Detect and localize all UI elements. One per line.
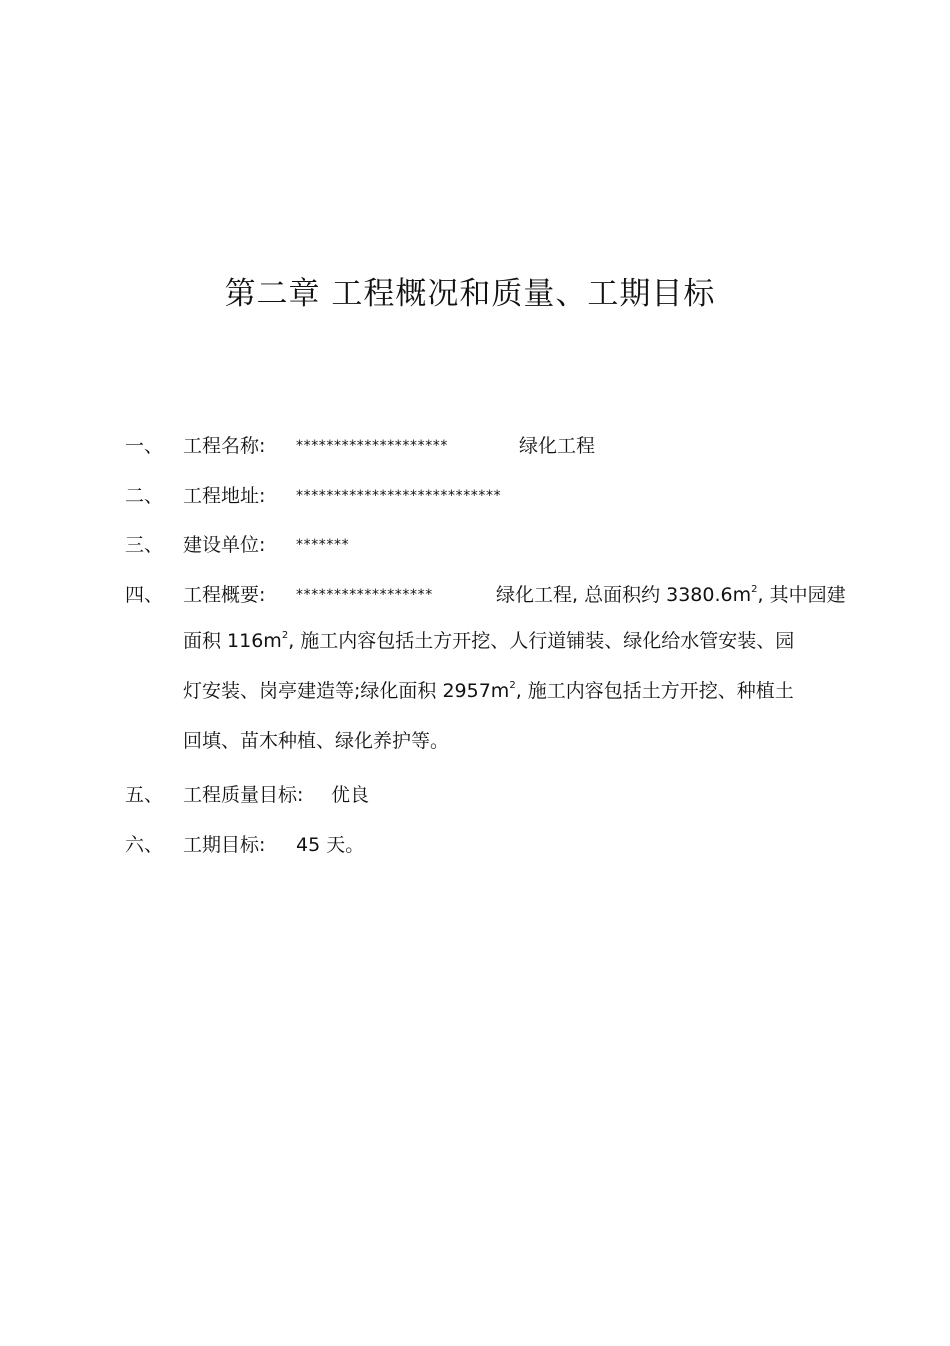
item-label: 工程地址: (183, 485, 266, 507)
summary-line-3 (183, 676, 794, 706)
masked-value: ****************** (296, 587, 433, 603)
summary-text: , 施工内容包括土方开挖、人行道铺装、绿化给水管安装、园 (288, 630, 795, 652)
summary-line-2 (183, 626, 794, 656)
item-label: 工程名称: (183, 435, 266, 457)
item-number: 三、 (125, 534, 164, 556)
item-number: 四、 (125, 584, 164, 606)
item-number: 六、 (125, 834, 164, 856)
masked-value: *************************** (296, 488, 502, 504)
superscript: 2 (509, 680, 516, 691)
page-title: 第二章 工程概况和质量、工期目标 (224, 276, 716, 312)
item-label: 工程质量目标: (183, 784, 304, 806)
item-suffix: 绿化工程 (519, 435, 596, 457)
summary-line-4: 回填、苗木种植、绿化养护等。 (183, 730, 450, 752)
superscript: 2 (281, 630, 289, 641)
item-number: 一、 (125, 435, 164, 457)
masked-value: ******* (296, 537, 350, 553)
summary-text: , 其中园建 (757, 584, 846, 606)
summary-text: , 施工内容包括土方开挖、种植土 (515, 680, 794, 702)
masked-value: ******************** (296, 438, 448, 454)
item-number: 二、 (125, 485, 164, 507)
summary-line-1 (496, 580, 846, 610)
summary-text: 绿化工程, 总面积约 3380.6m (496, 584, 752, 606)
item-number: 五、 (125, 784, 164, 806)
item-label: 建设单位: (183, 534, 266, 556)
item-value: 优良 (331, 784, 370, 806)
item-label: 工期目标: (183, 834, 266, 856)
superscript: 2 (751, 584, 758, 595)
summary-text: 面积 116m (183, 630, 282, 652)
item-value: 45 天。 (296, 834, 365, 856)
item-label: 工程概要: (183, 584, 266, 606)
summary-text: 灯安装、岗亭建造等;绿化面积 2957m (183, 680, 510, 702)
